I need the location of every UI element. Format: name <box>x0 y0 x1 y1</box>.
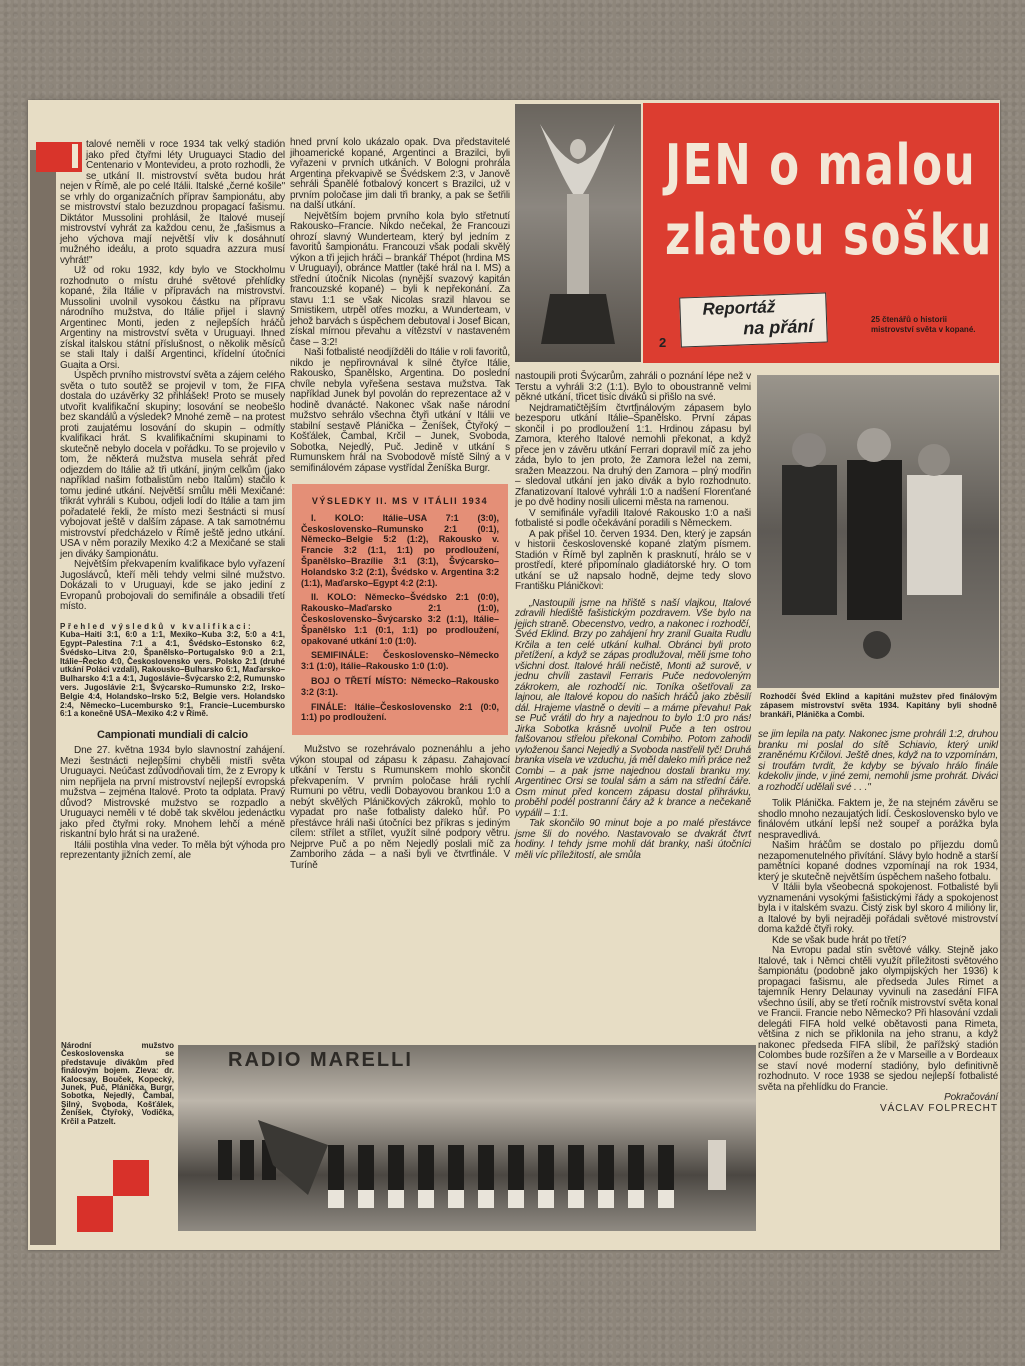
paragraph: nastoupili proti Švýcarům, zahráli o poznání lépe než v Terstu a vyhráli 3:2 (1:1). Bylo to oboustranně velmi pěkné utkání, třicet tisíc diváků si přišlo na své. <box>515 371 751 403</box>
quote-paragraph: se jim lepila na paty. Nakonec jsme prohráli 1:2, druhou branku mi poslal do sítě Schiavio, který unikl zraněnému Krčilovi. Ještě dnes, když na to vzpomínám, si troufám tvrdit, že kdyby se bývalo hrálo finále kdekoliv jinde, v jiné zemi, nemohli jsme prohrát. Diváci a rozhodčí udělali své . . ." <box>758 729 998 793</box>
continued-note: Pokračování <box>944 1092 998 1103</box>
title-line-1: JEN o malou <box>665 133 977 198</box>
left-margin-strip <box>30 150 56 1245</box>
author-byline: VÁCLAV FOLPRECHT <box>879 1102 998 1114</box>
column-3 <box>515 372 751 861</box>
results-semifinal: SEMIFINÁLE: Československo–Německo 3:1 (1:0), Itálie–Rakousko 1:0 (1:0). <box>301 650 499 672</box>
article-title <box>665 131 993 271</box>
team-photo-caption: Národní mužstvo Československa se představuje divákům před finálovým bojem. Zleva: dr. Kalocsay, Bouček, Kopecký, Junek, Puč, Plánička, Burgr, Sobotka, Nejedlý, Čambal, Silný, Svoboda, Košťálek, Ženíšek, Čtyřoký, Vodička, Krčil a Patzelt. <box>61 1041 174 1126</box>
results-third-place: BOJ O TŘETÍ MÍSTO: Německo–Rakousko 3:2 (3:1). <box>301 675 499 697</box>
team-lineup-photo <box>178 1045 756 1231</box>
column-2 <box>290 138 510 871</box>
page-number: 2 <box>659 335 667 350</box>
paragraph: Dne 27. května 1934 bylo slavnostní zahájení. Mezi šestnácti nejlepšími chyběli mistři světa Uruguayci. Neúčast zdůvodňovali tím, že z Evropy k nim nepřijela na první mistrovství nejlepší evropská mužstva – zejména Italové. Proto ta odplata. Pravý důvod? Mistrovské mužstvo se rozpadlo a Uruguayci neměli v té době tak skvělou jedenáctku jako před čtyřmi roky. Mnohem lehčí a méně riskantní bylo hrát si na uražené. <box>60 745 285 841</box>
title-banner <box>643 103 999 363</box>
paragraph: Úspěch prvního mistrovství světa a zájem celého světa o tuto soutěž se projevil v tom, že FIFA dostala do uzávěrky 32 přihlášek! Proto se musely utvořit kvalifikační skupiny; losování se neobešlo bez skandálů a výsledek? Mnohé země – na protest proti zaujatému losování do skupin – odmítly kvalifikaci hrát. S kvalifikačními skupinami to skutečně nebylo docela v pořádku. To se projevilo v tom, že některá mužstva musela sehrát před odjezdem do Itálie až tři utkání, jiným celkům (jako například našim fotbalistům nebo Italům) stačilo k tomu jediné utkání. Největší smůlu měli Mexičané: třikrát vyhráli s Kubou, odjeli lodí do Itálie a tam jim pořadatelé řekli, že místo mezi šestnácti si musí vybojovat ještě v dalším zápase. A tak samotnému mistrovství předcházelo v Římě ještě jedno utkání. USA v něm porazily Mexiko 4:2 a Mexičané se stali jen diváky šampionátu. <box>60 370 285 560</box>
paragraph: Největším překvapením kvalifikace bylo vyřazení Jugoslávců, kteří měli tehdy velmi silné mužstvo. Dokázali to v Uruguayi, kde se jako jediní z Evropanů probojovali do semifinále a obsadili třetí místo. <box>60 559 285 612</box>
series-logo <box>679 292 828 347</box>
paragraph: V semifinále vyřadili Italové Rakousko 1:0 a naši fotbalisté si podle očekávání poradili s Německem. <box>515 507 751 529</box>
paragraph: Našim hráčům se dostalo po příjezdu domů nezapomenutelného přivítání. Slávy bylo hodně a starší pamětníci kopané dodnes vzpomínají na rok 1934, který je skutečně největším úspěchem našeho fotbalu. <box>758 840 998 883</box>
paragraph: Itálii postihla vlna veder. To měla být výhoda pro reprezentanty jižních zemí, ale <box>60 839 285 862</box>
intro-paragraph: talové neměli v roce 1934 tak velký stadión jako před čtyřmi léty Uruguayci Stadio del Centenario v Montevideu, a proto rozhodli, že se utkání II. mistrovství světa budou hrát nejen v Římě, ale po celé Itálii. Italské „černé košile" se vrhly do organizačních příprav šampionátu, aby se mistrovství stalo bezuzdnou propagací fašismu. Diktátor Mussolini prohlásil, že Italové musejí mistrovství vyhrát za každou cenu, že „fašismus a jeho výchova mají největší vliv k dosáhnutí mužného ideálu, a proto squadra azzura musí vyhrát!" <box>60 139 285 266</box>
paragraph: Naši fotbalisté neodjížděli do Itálie v roli favoritů, nikdo je nepřirovnával k silné čtyřce Itálie, Rakousko, Španělsko, Argentina. Do poslední chvíle nebyla vyřešena sestava mužstva. Tak například Junek byl povolán do reprezentace až v hodině dvanácté. Nakonec však naše národní mužstvo sehrálo všechna čtyři utkání v Itálii ve stabilní sestavě Plánička – Ženíšek, Čtyřoký – Košťálek, Čambal, Krčil – Junek, Svoboda, Sobotka, Nejedlý, Puč. Jedině v utkání s Rumunskem hrál na Svobodově místě Silný a v semifinálovém zápase vystřídal Ženíška Burgr. <box>290 347 510 474</box>
results-round-1: I. KOLO: Itálie–USA 7:1 (3:0), Československo–Rumunsko 2:1 (0:1), Německo–Belgie 5:2 (1:2), Rakousko v. Francie 3:2 (1:1, 1:1) po prodloužení, Španělsko–Brazílie 3:1 (3:1), Švýcarsko–Holandsko 3:2 (2:1), Švédsko v. Argentina 3:2 (1:1), Maďarsko–Egypt 4:2 (2:1). <box>301 512 499 588</box>
jules-rimet-trophy-icon <box>515 104 641 362</box>
paragraph: Už od roku 1932, kdy bylo ve Stockholmu rozhodnuto o místu druhé světové přehlídky kopané, žila Itálie v přípravách na mistrovství. Mussolini uvolnil vysokou částku na přípravu národního mužstva, do Itálie přijel i slavný Argentinec Monti, jeden z nejlepších hráčů Argentiny na mistrovství světa v Uruguayi. Ihned získal italskou státní příslušnost, o několik měsíců se stali Italy i další Argentinci, křídelní útočníci Guaita a Orsi. <box>60 265 285 371</box>
paragraph: V Itálii byla všeobecná spokojenost. Fotbalisté byli vyznamenáni vysokými fašistickými řády a spokojenost byla i v italském svazu. Čistý zisk byl skoro 4 milióny lir, a Italové by byli nejraději pořádali světové mistrovství doma každé čtyři roky. <box>758 882 998 935</box>
qualification-text: Kuba–Haiti 3:1, 6:0 a 1:1, Mexiko–Kuba 3:2, 5:0 a 4:1, Egypt–Palestina 7:1 a 4:1, Švédsko–Estonsko 6:2, Švédsko–Litva 2:0, Španělsko–Portugalsko 9:0 a 2:1, Itálie–Řecko 4:0, Československo vers. Polsko 2:1 (druhé utkání Poláci vzdali), Rakousko–Bulharsko 6:1, Maďarsko–Bulharsko 4:1 a 4:1, Jugoslávie–Švýcarsko 2:2, Rumunsko vers. Jugoslávie 2:1, Švýcarsko–Rumunsko 2:2, Irsko–Belgie 4:4, Holandsko–Irsko 5:2, Belgie vers. Holandsko 2:4, Německo–Lucembursko 9:1, Francie–Lucembursko 6:1 a konečně USA–Mexiko 4:2 v Římě. <box>60 630 285 719</box>
qualification-heading: Přehled výsledků v kvalifikaci: <box>60 621 254 631</box>
paragraph: A pak přišel 10. červen 1934. Den, který je zapsán v historii československé kopané zlatým písmem. Stadión v Římě byl zaplněn k prasknutí, hrálo se v prostředí, které připomínalo gladiátorské hry. O tom utkání se už napsalo hodně, dejme tedy slovo Františku Pláničkovi: <box>515 528 751 592</box>
team-players-icon <box>178 1045 756 1231</box>
stadium-banner-text: RADIO MARELLI <box>228 1049 413 1071</box>
title-line-2: zlatou sošku <box>665 203 993 268</box>
series-logo-line-2: na přání <box>742 315 814 339</box>
drop-cap-space <box>60 140 86 172</box>
trophy-photo <box>515 104 641 362</box>
paragraph: Kde se však bude hrát po třetí? <box>772 934 907 946</box>
red-square-decoration <box>113 1160 149 1196</box>
paragraph: Mužstvo se rozehrávalo poznenáhlu a jeho výkon stoupal od zápasu k zápasu. Zahajovací utkání v Terstu s Rumunskem mohlo skončit překvapením. V prvním poločase hráli rychlí Rumuni po větru, vedli Dobayovou brankou 1:0 a nebýt skvělých Pláničkových zákroků, mohlo to vypadat pro naše fotbalisty daleko hůř. Po přestávce hráli naši útočníci bez příkras s jediným cílem: střílet a střílet, využít silné podpory větru. Nejprve Puč a po něm Nejedlý poslali míč za Zamboriho záda – a naši byli ve čtvrtfinále. V Turíně <box>290 744 510 871</box>
paragraph: Nejdramatičtějším čtvrtfinálovým zápasem bylo bezesporu utkání Itálie–Španělsko. První zápas skončil i po prodloužení 1:1. Hrdinou zápasu byl Zamora, kterého Italové nemohli překonat, a když přece jen v závěru utkání Ferrari dopravil míč za jeho záda, bylo to jen proto, že Zamora ležel na zemi, sražen Meazzou. Na druhý den Zamora – plný modřin – sledoval utkání jen jako divák a bylo rozhodnuto. Zfanatizovaní Italové vyhráli 1:0 a nadšení Florenťané je po dvě hodiny nosili ulicemi města na ramenou. <box>515 402 751 508</box>
section-heading: Campionati mundiali di calcio <box>97 729 248 742</box>
results-round-2: II. KOLO: Německo–Švédsko 2:1 (0:0), Rakousko–Maďarsko 2:1 (1:0), Československo–Švýcarsko 3:2 (1:1), Itálie–Španělsko 1:1 (0:1, 1:1) po prodloužení, opakované utkání 1:0 (1:0). <box>301 592 499 646</box>
paragraph: Na Evropu padal stín světové války. Stejně jako Italové, tak i Němci chtěli využít příležitosti světového šampionátu (podobně jako olympijských her 1936) k propagaci fašismu, ale předseda Jules Rimet a tajemník Henry Delaunay vyvinuli na zasedání FIFA všechno úsilí, aby se třetí ročník mistrovství světa konal ve Francii. Francie nebo Německo? Při hlasování vzdali delegáti FIFA hold velké obětavosti pana Rimeta, většina z nich se přiklonila na jeho stranu, a když nakonec předseda FIFA slíbil, že pařížský stadión Colombes bude rozšířen a že v Marseille a v Bordeaux se staví nové moderní stadióny, bylo definitivně rozhodnuto. V roce 1938 se sjedou nejlepší fotbalisté světa na přehlídku do Francie. <box>758 945 998 1093</box>
photo-caption: Rozhodčí Švéd Eklind a kapitáni mužstev před finálovým zápasem mistrovství světa 1934. Kapitány byli shodně brankáři, Plánička a Combi. <box>760 692 997 719</box>
results-title: VÝSLEDKY II. MS V ITÁLII 1934 <box>311 496 489 506</box>
paragraph: Tolik Plánička. Faktem je, že na stejném závěru se shodlo mnoho nezaujatých lidí. Československo bylo ve finálovém utkání lepší než soupeř a porážka byla nespravedlivá. <box>758 798 998 841</box>
results-box <box>292 484 508 735</box>
results-final: FINÁLE: Itálie–Československo 2:1 (0:0, 1:1) po prodloužení. <box>301 701 499 723</box>
quote-paragraph: Tak skončilo 90 minut boje a po malé přestávce jsme šli do nového. Nastavovalo se dvakrát čtvrt hodiny. I tehdy jsme mohli dát branky, naši útočníci měli víc příležitostí, ale smůla <box>515 818 751 861</box>
paragraph: Největším bojem prvního kola bylo střetnutí Rakousko–Francie. Nikdo nečekal, že Francouzi ohrozí slavný Wunderteam, který byl jedním z favoritů šampionátu. Francouzi však podali skvělý výkon a tři jejich hráči – brankář Thépot (hrdina MS v Uruguayi), obránce Mattler (také hrál na I. MS) a střední útočník Nicolas (nynější svazový kapitán francouzské kopané) – byli k nepřekonání. Za stavu 1:1 se však Nicolas srazil hlavou se Smistikem, utrpěl otřes mozku, a Wunderteam, v jehož barvách s úspěchem debutoval i Josef Bican, získal mírnou převahu a vítězství v nastaveném čase – 3:2! <box>290 210 511 348</box>
referee-captains-photo <box>757 375 999 688</box>
qualification-results <box>60 623 285 720</box>
column-1 <box>60 140 285 862</box>
players-photo-icon <box>757 375 999 688</box>
column-4 <box>758 730 998 1114</box>
quote-paragraph: „Nastoupili jsme na hřiště s naší vlajkou, Italové zdravili hlediště fašistickým pozdravem. Vše bylo na jejich straně. Obecenstvo, vedro, a nakonec i rozhodčí, Švéd Eklind. Brzy po zahájení hry zranil Guaita Rudlu Krčila a ten celé utkání kulhal. Obránci byli proto přetížení, a když se zápas prodlužoval, měli jsme toho všichni dost. Italové hráli nečistě, Monti až surově, v jednu chvíli zastavil Ferraris Puče nedovoleným zákrokem, ale rozhodčí nic. Toníka ošetřovali za lajnou, ale Italové kopou do našich hráčů jako zběsilí dál. Hrajeme vlastně o deviti – a máme převahu! Pak se Puč vrátil do hry a najednou to bylo 1:0 pro nás! Jirka Sobotka krásně uvolnil Puče a ten ostrou falšovanou střelou překonal Combiho. Potom zahodil vyloženou šanci Nejedlý a Svoboda nastřelil tyč! Druhá branka visela ve vzduchu, já měl daleko míň práce než Combi – a pak jsme najednou dostali branku my. Argentinec Orsi se toulal sám a sám na střední čáře. Osm minut před koncem zápasu dostal přihrávku, proběhl podél postranní čáry až k brance a nečekaně vypálil – 1:1. <box>515 597 751 819</box>
red-square-decoration <box>77 1196 113 1232</box>
article-subtitle: 25 čtenářů o historii mistrovství světa v kopané. <box>871 315 976 334</box>
series-logo-line-1: Reportáž <box>702 297 776 319</box>
paragraph: hned první kolo ukázalo opak. Dva představitelé jihoamerické kopané, Argentinci a Brazilci, byli vyřazeni v prvních utkáních. V Bologni prohrála Argentina překvapivě se Švédskem 2:3, v Janově sehráli Španělé fotbalový koncert s Brazilci, už v prvním poločase jim dali tři branky, a pak se šetřili na další utkání. <box>290 137 510 211</box>
